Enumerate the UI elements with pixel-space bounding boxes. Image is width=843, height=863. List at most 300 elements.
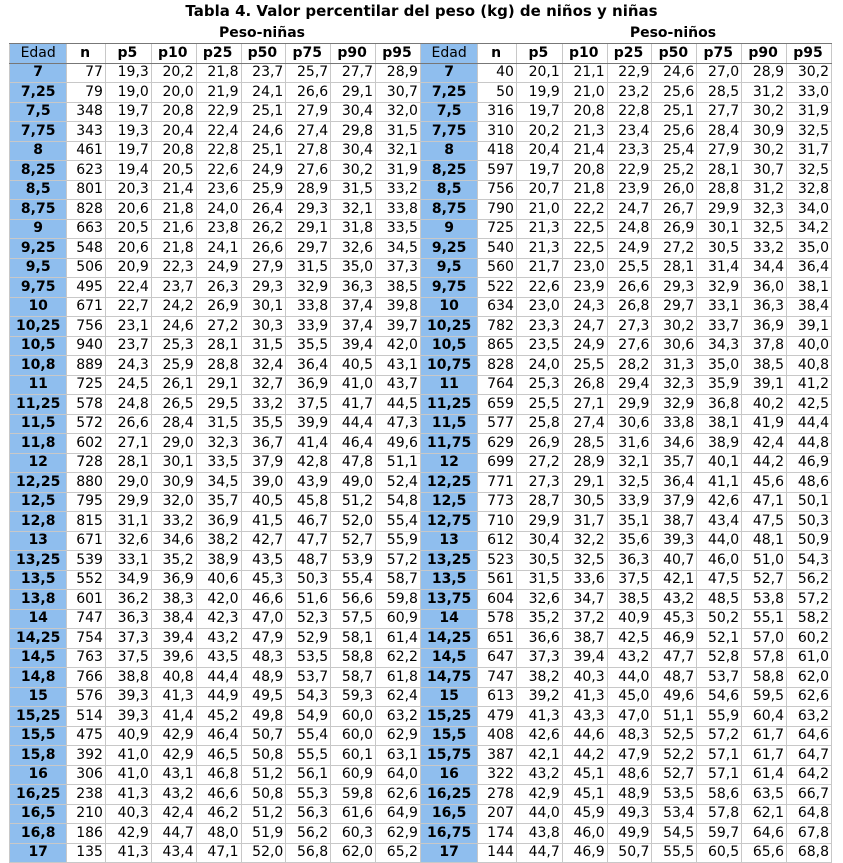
age-cell: 12,8: [10, 512, 67, 532]
age-cell: 13,5: [420, 570, 477, 590]
value-cell: 61,7: [742, 726, 787, 746]
value-cell: 42,0: [376, 336, 421, 356]
value-cell: 725: [67, 375, 106, 395]
value-cell: 36,3: [105, 609, 151, 629]
value-cell: 32,1: [376, 141, 421, 161]
table-row: [10, 765, 832, 785]
value-cell: 50,3: [787, 512, 832, 532]
value-cell: 35,0: [787, 239, 832, 259]
value-cell: 25,9: [151, 356, 196, 376]
value-cell: 65,2: [376, 843, 421, 863]
table-row: [10, 63, 832, 83]
value-cell: 37,4: [331, 317, 376, 337]
value-cell: 33,7: [697, 317, 742, 337]
age-cell: 14,25: [420, 629, 477, 649]
value-cell: 53,5: [286, 648, 331, 668]
value-cell: 322: [478, 765, 517, 785]
value-cell: 41,0: [105, 746, 151, 766]
table-row: [10, 726, 832, 746]
age-cell: 7: [420, 63, 477, 83]
column-header-girls-p5: p5: [105, 44, 151, 64]
value-cell: 32,6: [331, 239, 376, 259]
age-cell: 10: [10, 297, 67, 317]
value-cell: 343: [67, 122, 106, 142]
value-cell: 20,3: [105, 180, 151, 200]
age-cell: 7,75: [10, 122, 67, 142]
age-cell: 8,5: [420, 180, 477, 200]
age-cell: 16: [10, 765, 67, 785]
table-row: [10, 648, 832, 668]
value-cell: 22,4: [196, 122, 241, 142]
value-cell: 52,7: [331, 531, 376, 551]
table-body: [10, 63, 832, 863]
value-cell: 33,8: [376, 200, 421, 220]
value-cell: 22,6: [196, 161, 241, 181]
value-cell: 306: [67, 765, 106, 785]
value-cell: 39,3: [105, 687, 151, 707]
value-cell: 28,8: [196, 356, 241, 376]
value-cell: 28,1: [652, 258, 697, 278]
value-cell: 50,8: [241, 785, 286, 805]
value-cell: 19,7: [105, 141, 151, 161]
value-cell: 522: [478, 278, 517, 298]
value-cell: 20,6: [105, 239, 151, 259]
value-cell: 49,6: [652, 687, 697, 707]
value-cell: 31,5: [196, 414, 241, 434]
value-cell: 22,4: [105, 278, 151, 298]
value-cell: 24,1: [196, 239, 241, 259]
value-cell: 58,7: [376, 570, 421, 590]
value-cell: 26,6: [286, 83, 331, 103]
value-cell: 30,6: [652, 336, 697, 356]
table-row: [10, 746, 832, 766]
value-cell: 62,0: [331, 843, 376, 863]
age-cell: 9,75: [10, 278, 67, 298]
value-cell: 52,2: [652, 746, 697, 766]
value-cell: 44,0: [607, 668, 652, 688]
value-cell: 659: [478, 395, 517, 415]
value-cell: 33,5: [196, 453, 241, 473]
value-cell: 63,2: [787, 707, 832, 727]
value-cell: 46,9: [652, 629, 697, 649]
value-cell: 37,5: [607, 570, 652, 590]
value-cell: 32,5: [562, 551, 607, 571]
age-cell: 13: [420, 531, 477, 551]
value-cell: 26,6: [607, 278, 652, 298]
value-cell: 40,7: [652, 551, 697, 571]
value-cell: 35,6: [607, 531, 652, 551]
value-cell: 32,6: [105, 531, 151, 551]
table-row: [10, 453, 832, 473]
value-cell: 26,8: [562, 375, 607, 395]
value-cell: 50,2: [697, 609, 742, 629]
value-cell: 25,1: [241, 141, 286, 161]
value-cell: 38,7: [652, 512, 697, 532]
value-cell: 42,9: [151, 726, 196, 746]
value-cell: 49,9: [607, 824, 652, 844]
value-cell: 36,3: [607, 551, 652, 571]
table-row: [10, 473, 832, 493]
age-cell: 11,8: [10, 434, 67, 454]
value-cell: 747: [67, 609, 106, 629]
value-cell: 64,9: [376, 804, 421, 824]
table-row: [10, 395, 832, 415]
value-cell: 24,6: [652, 63, 697, 83]
value-cell: 43,2: [652, 590, 697, 610]
value-cell: 47,1: [742, 492, 787, 512]
value-cell: 44,7: [151, 824, 196, 844]
value-cell: 45,3: [652, 609, 697, 629]
age-cell: 16,75: [420, 824, 477, 844]
column-header-girls-p50: p50: [241, 44, 286, 64]
value-cell: 48,9: [607, 785, 652, 805]
value-cell: 40,3: [562, 668, 607, 688]
value-cell: 30,6: [607, 414, 652, 434]
value-cell: 38,4: [787, 297, 832, 317]
column-header-girls-p25: p25: [196, 44, 241, 64]
value-cell: 29,9: [697, 200, 742, 220]
value-cell: 31,3: [652, 356, 697, 376]
value-cell: 52,8: [697, 648, 742, 668]
value-cell: 57,0: [742, 629, 787, 649]
table-row: [10, 317, 832, 337]
value-cell: 30,2: [331, 161, 376, 181]
value-cell: 39,0: [241, 473, 286, 493]
value-cell: 51,1: [376, 453, 421, 473]
value-cell: 55,5: [652, 843, 697, 863]
age-cell: 12,75: [420, 512, 477, 532]
age-cell: 7,5: [10, 102, 67, 122]
value-cell: 21,0: [516, 200, 562, 220]
value-cell: 479: [478, 707, 517, 727]
value-cell: 40,5: [331, 356, 376, 376]
value-cell: 34,3: [697, 336, 742, 356]
value-cell: 21,9: [196, 83, 241, 103]
value-cell: 795: [67, 492, 106, 512]
value-cell: 25,5: [562, 356, 607, 376]
value-cell: 32,7: [241, 375, 286, 395]
table-row: [10, 219, 832, 239]
table-row: [10, 707, 832, 727]
value-cell: 28,9: [286, 180, 331, 200]
value-cell: 32,1: [607, 453, 652, 473]
value-cell: 31,9: [376, 161, 421, 181]
value-cell: 40,5: [241, 492, 286, 512]
value-cell: 42,9: [516, 785, 562, 805]
value-cell: 29,7: [286, 239, 331, 259]
value-cell: 57,1: [697, 746, 742, 766]
value-cell: 32,1: [331, 200, 376, 220]
value-cell: 35,0: [697, 356, 742, 376]
value-cell: 30,4: [516, 531, 562, 551]
value-cell: 47,3: [376, 414, 421, 434]
value-cell: 24,9: [607, 239, 652, 259]
value-cell: 30,9: [151, 473, 196, 493]
value-cell: 26,8: [607, 297, 652, 317]
value-cell: 64,6: [742, 824, 787, 844]
value-cell: 25,3: [516, 375, 562, 395]
value-cell: 20,1: [516, 63, 562, 83]
table-row: [10, 258, 832, 278]
value-cell: 24,8: [105, 395, 151, 415]
value-cell: 57,5: [331, 609, 376, 629]
column-header-boys-p10: p10: [562, 44, 607, 64]
value-cell: 35,2: [151, 551, 196, 571]
age-cell: 8,25: [420, 161, 477, 181]
value-cell: 23,3: [516, 317, 562, 337]
value-cell: 21,1: [562, 63, 607, 83]
table-row: [10, 200, 832, 220]
table-row: [10, 336, 832, 356]
value-cell: 31,5: [331, 180, 376, 200]
value-cell: 52,0: [331, 512, 376, 532]
value-cell: 25,4: [652, 141, 697, 161]
value-cell: 602: [67, 434, 106, 454]
value-cell: 59,5: [742, 687, 787, 707]
value-cell: 26,6: [241, 239, 286, 259]
age-cell: 9: [10, 219, 67, 239]
value-cell: 77: [67, 63, 106, 83]
age-cell: 7,5: [420, 102, 477, 122]
value-cell: 771: [478, 473, 517, 493]
value-cell: 46,0: [697, 551, 742, 571]
value-cell: 52,1: [697, 629, 742, 649]
age-cell: 11,25: [10, 395, 67, 415]
value-cell: 41,2: [787, 375, 832, 395]
value-cell: 44,0: [697, 531, 742, 551]
value-cell: 39,2: [516, 687, 562, 707]
value-cell: 21,3: [516, 219, 562, 239]
age-cell: 14,25: [10, 629, 67, 649]
value-cell: 45,2: [196, 707, 241, 727]
value-cell: 42,6: [697, 492, 742, 512]
value-cell: 506: [67, 258, 106, 278]
value-cell: 32,4: [241, 356, 286, 376]
value-cell: 27,8: [286, 141, 331, 161]
table-row: [10, 843, 832, 863]
value-cell: 32,9: [652, 395, 697, 415]
value-cell: 28,9: [562, 453, 607, 473]
value-cell: 41,1: [697, 473, 742, 493]
age-cell: 8,5: [10, 180, 67, 200]
value-cell: 47,1: [196, 843, 241, 863]
age-cell: 13,75: [420, 590, 477, 610]
value-cell: 37,3: [516, 648, 562, 668]
column-header-girls-p90: p90: [331, 44, 376, 64]
value-cell: 43,5: [241, 551, 286, 571]
value-cell: 29,8: [331, 122, 376, 142]
value-cell: 30,2: [652, 317, 697, 337]
value-cell: 31,2: [742, 180, 787, 200]
value-cell: 58,2: [787, 609, 832, 629]
value-cell: 32,5: [607, 473, 652, 493]
value-cell: 36,9: [742, 317, 787, 337]
spacer: [420, 24, 516, 44]
value-cell: 46,7: [286, 512, 331, 532]
value-cell: 42,9: [105, 824, 151, 844]
age-cell: 14,5: [420, 648, 477, 668]
column-header-girls-edad: Edad: [10, 44, 67, 64]
value-cell: 22,9: [196, 102, 241, 122]
value-cell: 44,4: [331, 414, 376, 434]
value-cell: 23,9: [562, 278, 607, 298]
value-cell: 45,6: [742, 473, 787, 493]
value-cell: 27,6: [607, 336, 652, 356]
value-cell: 25,1: [241, 102, 286, 122]
value-cell: 50: [478, 83, 517, 103]
value-cell: 40,1: [697, 453, 742, 473]
value-cell: 28,1: [105, 453, 151, 473]
age-cell: 8,75: [420, 200, 477, 220]
value-cell: 38,9: [196, 551, 241, 571]
value-cell: 56,3: [286, 804, 331, 824]
value-cell: 32,5: [787, 122, 832, 142]
column-header-boys-p95: p95: [787, 44, 832, 64]
age-cell: 14: [10, 609, 67, 629]
value-cell: 61,0: [787, 648, 832, 668]
value-cell: 28,7: [516, 492, 562, 512]
value-cell: 754: [67, 629, 106, 649]
value-cell: 51,1: [652, 707, 697, 727]
value-cell: 44,7: [516, 843, 562, 863]
value-cell: 25,9: [241, 180, 286, 200]
value-cell: 35,1: [607, 512, 652, 532]
value-cell: 55,9: [376, 531, 421, 551]
value-cell: 46,8: [196, 765, 241, 785]
value-cell: 577: [478, 414, 517, 434]
value-cell: 57,2: [787, 590, 832, 610]
value-cell: 29,0: [151, 434, 196, 454]
age-cell: 17: [10, 843, 67, 863]
value-cell: 39,4: [562, 648, 607, 668]
value-cell: 33,2: [742, 239, 787, 259]
value-cell: 514: [67, 707, 106, 727]
value-cell: 48,9: [241, 668, 286, 688]
value-cell: 22,8: [607, 102, 652, 122]
value-cell: 58,8: [331, 648, 376, 668]
value-cell: 548: [67, 239, 106, 259]
table-row: [10, 141, 832, 161]
age-cell: 13,25: [10, 551, 67, 571]
column-header-girls-p10: p10: [151, 44, 196, 64]
value-cell: 34,5: [376, 239, 421, 259]
value-cell: 39,1: [787, 317, 832, 337]
value-cell: 55,4: [286, 726, 331, 746]
value-cell: 65,6: [742, 843, 787, 863]
value-cell: 27,4: [562, 414, 607, 434]
value-cell: 42,6: [516, 726, 562, 746]
value-cell: 20,8: [562, 161, 607, 181]
value-cell: 68,8: [787, 843, 832, 863]
value-cell: 33,0: [787, 83, 832, 103]
value-cell: 25,6: [652, 83, 697, 103]
spacer: [10, 24, 106, 44]
value-cell: 28,1: [697, 161, 742, 181]
value-cell: 54,3: [787, 551, 832, 571]
value-cell: 22,5: [562, 219, 607, 239]
value-cell: 63,5: [742, 785, 787, 805]
value-cell: 19,9: [516, 83, 562, 103]
value-cell: 55,3: [286, 785, 331, 805]
table-row: [10, 531, 832, 551]
value-cell: 64,0: [376, 765, 421, 785]
value-cell: 58,1: [331, 629, 376, 649]
age-cell: 15,25: [420, 707, 477, 727]
value-cell: 20,5: [151, 161, 196, 181]
value-cell: 773: [478, 492, 517, 512]
value-cell: 48,7: [286, 551, 331, 571]
value-cell: 43,2: [196, 629, 241, 649]
value-cell: 278: [478, 785, 517, 805]
value-cell: 55,4: [331, 570, 376, 590]
value-cell: 766: [67, 668, 106, 688]
value-cell: 26,3: [196, 278, 241, 298]
value-cell: 47,9: [607, 746, 652, 766]
table-row: [10, 804, 832, 824]
value-cell: 30,7: [376, 83, 421, 103]
table-row: [10, 551, 832, 571]
value-cell: 41,3: [516, 707, 562, 727]
value-cell: 32,6: [516, 590, 562, 610]
value-cell: 20,2: [516, 122, 562, 142]
value-cell: 79: [67, 83, 106, 103]
table-row: [10, 824, 832, 844]
value-cell: 51,9: [241, 824, 286, 844]
value-cell: 34,0: [787, 200, 832, 220]
column-header-boys-p75: p75: [697, 44, 742, 64]
age-cell: 13: [10, 531, 67, 551]
age-cell: 8,25: [10, 161, 67, 181]
value-cell: 58,8: [742, 668, 787, 688]
value-cell: 62,6: [787, 687, 832, 707]
value-cell: 763: [67, 648, 106, 668]
age-cell: 12,25: [10, 473, 67, 493]
value-cell: 59,7: [697, 824, 742, 844]
value-cell: 34,6: [652, 434, 697, 454]
value-cell: 29,4: [607, 375, 652, 395]
value-cell: 52,9: [286, 629, 331, 649]
value-cell: 23,6: [196, 180, 241, 200]
table-row: [10, 83, 832, 103]
value-cell: 32,9: [286, 278, 331, 298]
value-cell: 604: [478, 590, 517, 610]
value-cell: 60,1: [331, 746, 376, 766]
value-cell: 53,4: [652, 804, 697, 824]
value-cell: 828: [478, 356, 517, 376]
value-cell: 41,3: [105, 785, 151, 805]
age-cell: 11,5: [420, 414, 477, 434]
value-cell: 348: [67, 102, 106, 122]
value-cell: 24,3: [105, 356, 151, 376]
value-cell: 647: [478, 648, 517, 668]
value-cell: 815: [67, 512, 106, 532]
value-cell: 27,1: [562, 395, 607, 415]
value-cell: 210: [67, 804, 106, 824]
value-cell: 26,2: [241, 219, 286, 239]
value-cell: 46,6: [241, 590, 286, 610]
value-cell: 43,7: [376, 375, 421, 395]
value-cell: 475: [67, 726, 106, 746]
value-cell: 41,4: [151, 707, 196, 727]
value-cell: 54,9: [286, 707, 331, 727]
value-cell: 25,2: [652, 161, 697, 181]
value-cell: 61,7: [742, 746, 787, 766]
value-cell: 634: [478, 297, 517, 317]
value-cell: 51,6: [286, 590, 331, 610]
value-cell: 540: [478, 239, 517, 259]
value-cell: 32,3: [742, 200, 787, 220]
value-cell: 865: [478, 336, 517, 356]
